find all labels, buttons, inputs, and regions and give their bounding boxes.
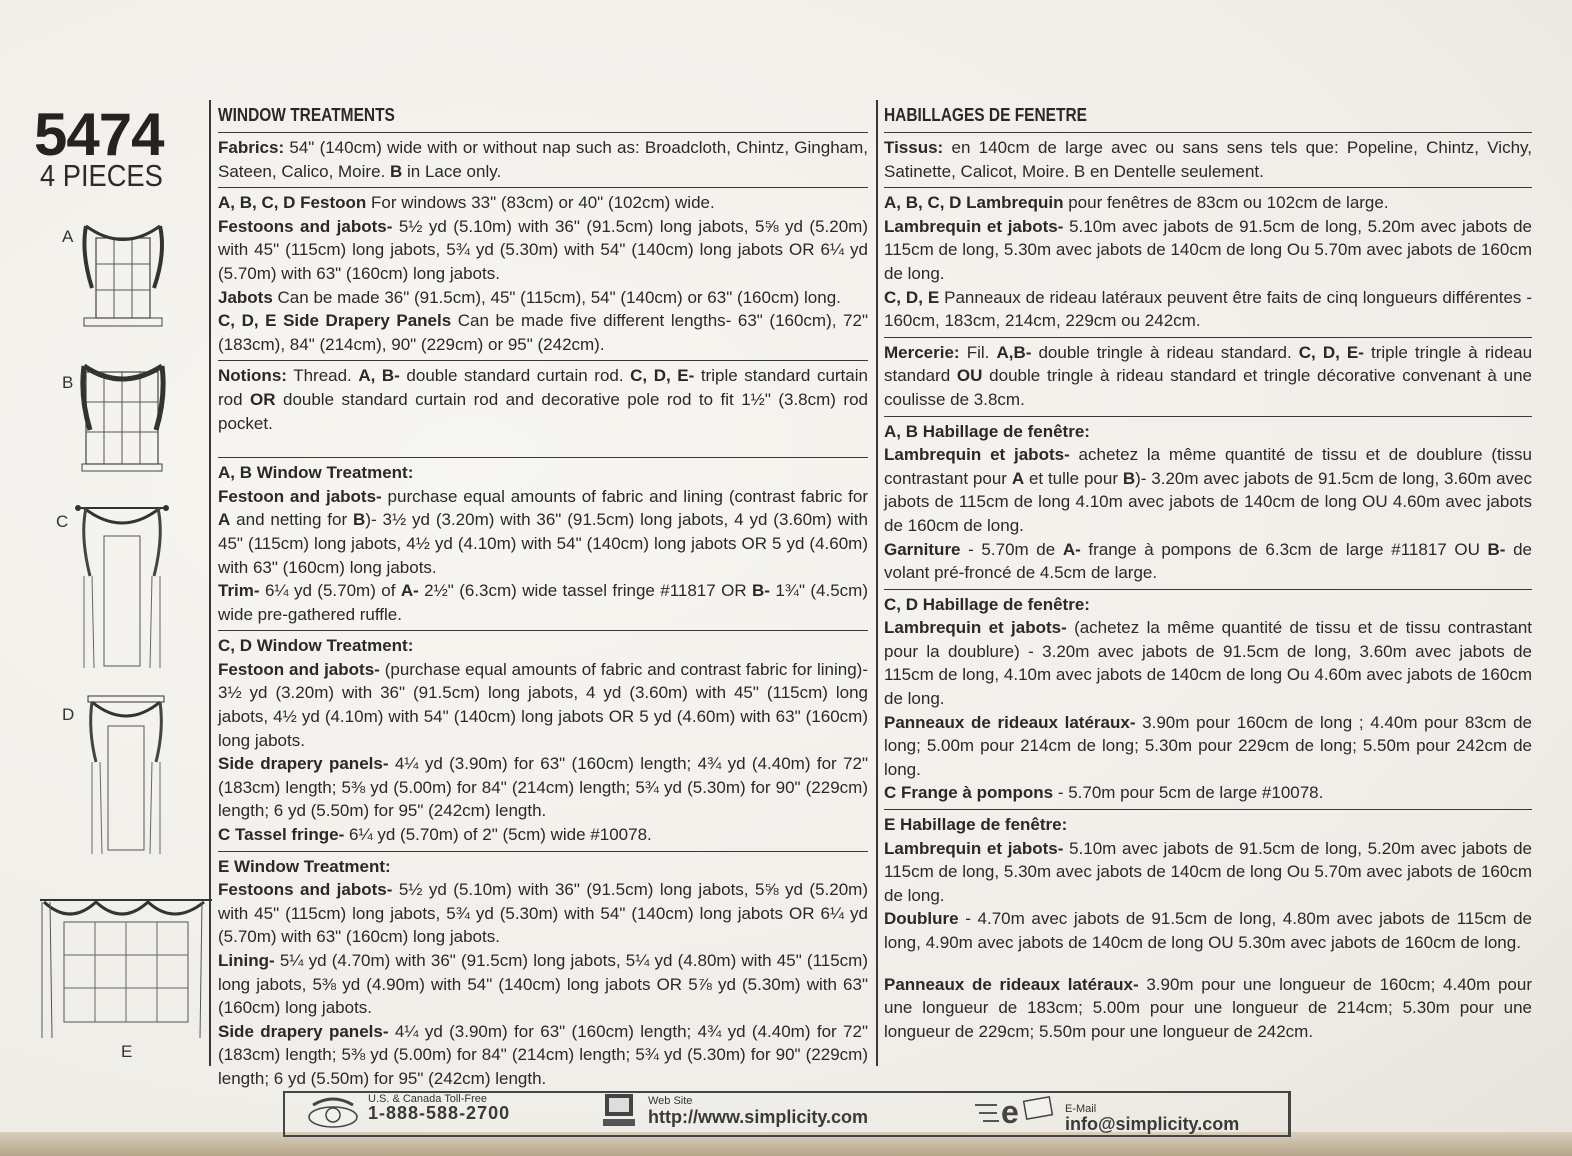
french-cd-section xyxy=(884,589,1532,809)
ab-trim-text-3: 1¾" (4.5cm) wide pre-gathered ruffle. xyxy=(218,581,868,624)
notions-or: OR xyxy=(250,389,276,409)
english-sizes-section xyxy=(218,187,868,360)
fr-e-lamb-label: Lambrequin et jabots- xyxy=(884,838,1064,858)
fr-ab-view-a: A xyxy=(1011,468,1025,488)
fr-cd-panels-label: Panneaux de rideaux latéraux- xyxy=(884,712,1136,732)
festoon-text: For windows 33" (83cm) or 40" (102cm) wide. xyxy=(371,193,715,213)
fr-ab-lamb-text-3: )- 3.20m avec jabots de 91.5cm de long, 3.60m avec jabots de 115cm de long 4.10m avec jabots de 140cm de long OU 4.60m avec jabots de 160cm de long. xyxy=(884,468,1532,535)
view-b-illustration xyxy=(78,352,168,477)
notions-ab: A, B- xyxy=(358,366,400,386)
ab-view-a: A xyxy=(218,510,231,530)
fr-cd-frange-label: C Frange à pompons xyxy=(884,783,1054,803)
fr-cd-title: C, D Habillage de fenêtre: xyxy=(884,594,1090,614)
fabrics-tail: in Lace only. xyxy=(407,161,502,181)
french-tissus-section xyxy=(884,132,1532,187)
fr-panels-label: C, D, E xyxy=(884,287,940,307)
cd-festoon-text: (purchase equal amounts of fabric and contrast fabric for lining)- 3½ yd (3.20m) with 36" (91.5cm) long jabots, 4 yd (3.60m) with 45" (115cm) long jabots, 4½ yd (4.10m) with 54" (140cm) long jabots OR 5 yd (4.60m) with 63" (160cm) long jabots. xyxy=(218,659,868,750)
ab-title: A, B Window Treatment: xyxy=(218,463,414,483)
ab-festoon-text-3: )- 3½ yd (3.20m) with 36" (91.5cm) long jabots, 4 yd (3.60m) with 45" (115cm) long jabots, 4½ yd (4.10m) with 54" (140cm) long jabots OR 5 yd (4.60m) with 63" (160cm) long jabots. xyxy=(218,510,868,577)
e-festoon-label: Festoons and jabots- xyxy=(218,880,393,900)
jabots-text: Can be made 36" (91.5cm), 45" (115cm), 54" (140cm) or 63" (160cm) long. xyxy=(277,287,841,307)
pieces-count: 4 PIECES xyxy=(40,158,163,193)
fr-garn-a: A- xyxy=(1062,539,1081,559)
english-e-section xyxy=(218,851,868,1095)
jabots-label: Jabots xyxy=(218,287,273,307)
fr-garn-text-3: de volant pré-froncé de 4.5cm de large. xyxy=(884,539,1532,583)
pattern-number: 5474 xyxy=(34,101,164,168)
festoon-label: A, B, C, D Festoon xyxy=(218,193,367,213)
fr-e-lamb-text: 5.10m avec jabots de 91.5cm de long, 5.20m avec jabots de 115cm de long, 5.30m avec jabots de 140cm de long Ou 5.70m avec jabots de 160cm de long. xyxy=(884,838,1532,905)
center-column-rule xyxy=(876,100,878,1066)
fr-cd-lamb-label: Lambrequin et jabots- xyxy=(884,618,1067,638)
lamb-label: A, B, C, D Lambrequin xyxy=(884,193,1064,213)
notions-text-1: Thread. xyxy=(293,366,352,386)
cd-festoon-label: Festoon and jabots- xyxy=(218,659,380,679)
mercerie-ab: A,B- xyxy=(996,342,1032,362)
fabrics-text: 54" (140cm) wide with or without nap such as: Broadcloth, Chintz, Gingham, Sateen, Calico, Moire. xyxy=(218,138,868,181)
cd-tassel-label: C Tassel fringe- xyxy=(218,825,345,845)
french-ab-section xyxy=(884,416,1532,589)
fr-ab-view-b: B xyxy=(1122,468,1136,488)
mercerie-ou: OU xyxy=(956,366,983,386)
contact-footer xyxy=(283,1083,1288,1139)
telephone-icon xyxy=(305,1093,361,1129)
left-column-rule xyxy=(209,100,211,1066)
cd-side-text: 4¼ yd (3.90m) for 63" (160cm) length; 4¾ yd (4.40m) for 72" (183cm) length; 5⅜ yd (5.00m) for 84" (214cm) length; 5¾ yd (5.30m) for 90" (229cm) length; 6 yd (5.50m) for 95" (242cm) length. xyxy=(218,754,868,821)
ab-festoon-text-1: purchase equal amounts of fabric and lining (contrast fabric for xyxy=(387,486,868,506)
email-address[interactable]: info@simplicity.com xyxy=(1065,1114,1240,1134)
phone-label: U.S. & Canada Toll-Free xyxy=(368,1093,488,1105)
fr-e-doub-text: - 4.70m avec jabots de 91.5cm de long, 4.80m avec jabots de 115cm de long, 4.90m avec jabots de 140cm de long OU 5.30m avec jabots de 160cm de long. xyxy=(884,909,1532,952)
english-title: WINDOW TREATMENTS xyxy=(218,105,395,125)
fr-ab-lamb-text-2: et tulle pour xyxy=(1028,468,1118,488)
fabrics-label: Fabrics: xyxy=(218,138,285,157)
fr-cd-lamb-text: (achetez la même quantité de tissu et de tissu contrastant pour la doublure) - 3.20m avec jabots de 91.5cm de long, 3.60m avec jabots de 115cm de long, 4.10m avec jabots de 140cm de long Ou 4.60m avec jabots de 160cm de long. xyxy=(884,618,1532,709)
ab-trim-text-1: 6¼ yd (5.70m) of xyxy=(264,581,396,601)
fr-e-doub-label: Doublure xyxy=(884,909,959,929)
notions-label: Notions: xyxy=(218,366,287,386)
english-column xyxy=(218,104,868,1095)
fr-ab-lamb-label: Lambrequin et jabots- xyxy=(884,445,1070,465)
notions-text-2: double standard curtain rod. xyxy=(406,366,624,386)
fabrics-view-b: B xyxy=(389,161,403,181)
mercerie-label: Mercerie: xyxy=(884,342,960,362)
ab-trim-text-2: 2½" (6.3cm) wide tassel fringe #11817 OR xyxy=(424,581,747,601)
e-title: E Window Treatment: xyxy=(218,856,391,876)
french-column xyxy=(884,104,1532,1047)
fr-garn-label: Garniture xyxy=(884,539,961,559)
panels-text: Can be made five different lengths- 63" (160cm), 72" (183cm), 84" (214cm), 90" (229cm) or 95" (242cm). xyxy=(218,311,868,354)
phone-number[interactable]: 1-888-588-2700 xyxy=(368,1103,511,1123)
e-side-text: 4¼ yd (3.90m) for 63" (160cm) length; 4¾ yd (4.40m) for 72" (183cm) length; 5⅜ yd (5.00m) for 84" (214cm) length; 5¾ yd (5.30m) for 90" (229cm) length; 6 yd (5.50m) for 95" (242cm) length. xyxy=(218,1021,868,1088)
email-icon xyxy=(975,1093,1057,1133)
mercerie-text-4: double tringle à rideau standard et tringle décorative convenant à une coulisse de 3.8cm. xyxy=(884,366,1532,409)
view-letter-b: B xyxy=(62,373,74,392)
fr-cd-panels-text: 3.90m pour 160cm de long ; 4.40m pour 83cm de long; 5.00m pour 214cm de long; 5.30m pour 229cm de long; 5.50m pour 242cm de long. xyxy=(884,712,1532,779)
ab-view-b: B xyxy=(353,510,366,530)
cd-side-label: Side drapery panels- xyxy=(218,754,389,774)
computer-icon xyxy=(601,1091,637,1131)
web-label: Web Site xyxy=(648,1095,693,1107)
english-notions-section xyxy=(218,360,868,457)
mercerie-text-2: double tringle à rideau standard. xyxy=(1038,342,1292,362)
french-sizes-section xyxy=(884,187,1532,337)
view-a-illustration xyxy=(78,208,168,338)
cd-title: C, D Window Treatment: xyxy=(218,636,414,656)
e-festoon-text: 5½ yd (5.10m) with 36" (91.5cm) long jabots, 5⅝ yd (5.20m) with 45" (115cm) long jabots, 5¾ yd (5.30m) with 54" (140cm) long jabots OR 6¼ yd (5.70m) with 63" (160cm) long jabots. xyxy=(218,216,868,283)
mercerie-text-1: Fil. xyxy=(966,342,990,362)
french-e-section xyxy=(884,809,1532,1047)
fr-garn-b: B- xyxy=(1487,539,1506,559)
panels-label: C, D, E Side Drapery Panels xyxy=(218,311,452,331)
svg-text:e: e xyxy=(1001,1094,1019,1130)
mercerie-cde: C, D, E- xyxy=(1298,342,1364,362)
view-letter-e: E xyxy=(121,1042,133,1061)
mercerie-text-3: triple tringle à rideau standard xyxy=(884,342,1533,386)
ab-festoon-text-2: and netting for xyxy=(236,510,348,530)
fr-e-panels-label: Panneaux de rideaux latéraux- xyxy=(884,974,1139,994)
notions-text-4: double standard curtain rod and decorative pole rod to fit 1½" (3.8cm) rod pocket. xyxy=(218,389,868,433)
notions-text-3: triple standard curtain rod xyxy=(218,366,868,409)
ab-trim-b: B- xyxy=(751,581,770,601)
view-c-illustration xyxy=(74,496,170,676)
french-mercerie-section xyxy=(884,337,1532,416)
tissus-text: en 140cm de large avec ou sans sens tels que: Popeline, Chintz, Vichy, Satinette, Calicot, Moire. B en Dentelle seulement. xyxy=(884,138,1532,181)
english-cd-section xyxy=(218,630,868,850)
fr-ab-lamb-text-1: achetez la même quantité de tissu et de doublure (tissu contrastant pour xyxy=(884,445,1532,488)
fr-cd-frange-text: - 5.70m pour 5cm de large #10078. xyxy=(1057,783,1324,803)
english-ab-section xyxy=(218,457,868,630)
view-letter-d: D xyxy=(62,705,75,724)
fr-ab-title: A, B Habillage de fenêtre: xyxy=(884,421,1090,441)
web-address[interactable]: http://www.simplicity.com xyxy=(648,1107,869,1127)
e-lining-text: 5¼ yd (4.70m) with 36" (91.5cm) long jabots, 5¼ yd (4.80m) with 45" (115cm) long jabots, 5⅜ yd (4.90m) with 54" (140cm) long jabots OR 5⅞ yd (5.30m) with 63" (160cm) long jabots. xyxy=(218,951,868,1018)
view-letter-c: C xyxy=(56,512,69,531)
english-fabrics-section xyxy=(218,132,868,187)
ab-trim-label: Trim- xyxy=(218,581,260,601)
email-label: E-Mail xyxy=(1065,1103,1097,1115)
view-d-illustration xyxy=(84,690,168,860)
cd-tassel-text: 6¼ yd (5.70m) of 2" (5cm) wide #10078. xyxy=(349,825,652,845)
view-letter-a: A xyxy=(62,227,74,246)
notions-cde: C, D, E- xyxy=(630,366,695,386)
fr-e-panels-text: 3.90m pour une longueur de 160cm; 4.40m pour une longueur de 183cm; 5.00m pour une longueur de 214cm; 5.30m pour une longueur de 229cm; 5.50m pour une longueur de 242cm. xyxy=(884,974,1533,1041)
e-lining-label: Lining- xyxy=(218,951,275,970)
e-lamb-label: Lambrequin et jabots- xyxy=(884,216,1064,236)
e-festoon-label: Festoons and jabots- xyxy=(218,216,393,236)
ab-festoon-label: Festoon and jabots- xyxy=(218,486,382,506)
e-side-label: Side drapery panels- xyxy=(218,1021,389,1041)
french-title: HABILLAGES DE FENETRE xyxy=(884,105,1087,125)
e-festoon-text: 5½ yd (5.10m) with 36" (91.5cm) long jabots, 5⅝ yd (5.20m) with 45" (115cm) long jabots, 5¾ yd (5.30m) with 54" (140cm) long jabots OR 6¼ yd (5.70m) with 63" (160cm) long jabots. xyxy=(218,880,868,947)
fr-garn-text-2: frange à pompons de 6.3cm de large #11817 OU xyxy=(1088,539,1480,559)
tissus-label: Tissus: xyxy=(884,138,944,157)
ab-trim-a: A- xyxy=(400,581,419,601)
fr-garn-text-1: - 5.70m de xyxy=(968,539,1056,559)
e-lamb-text: 5.10m avec jabots de 91.5cm de long, 5.20m avec jabots de 115cm de long, 5.30m avec jabots de 140cm de long Ou 5.70m avec jabots de 160cm de long. xyxy=(884,216,1532,283)
lamb-text: pour fenêtres de 83cm ou 102cm de large. xyxy=(1068,193,1389,213)
fr-e-title: E Habillage de fenêtre: xyxy=(884,815,1068,835)
fr-panels-text: Panneaux de rideau latéraux peuvent être faits de cinq longueurs différentes - 160cm, 183cm, 214cm, 229cm ou 242cm. xyxy=(884,287,1532,331)
view-e-illustration xyxy=(36,892,216,1042)
